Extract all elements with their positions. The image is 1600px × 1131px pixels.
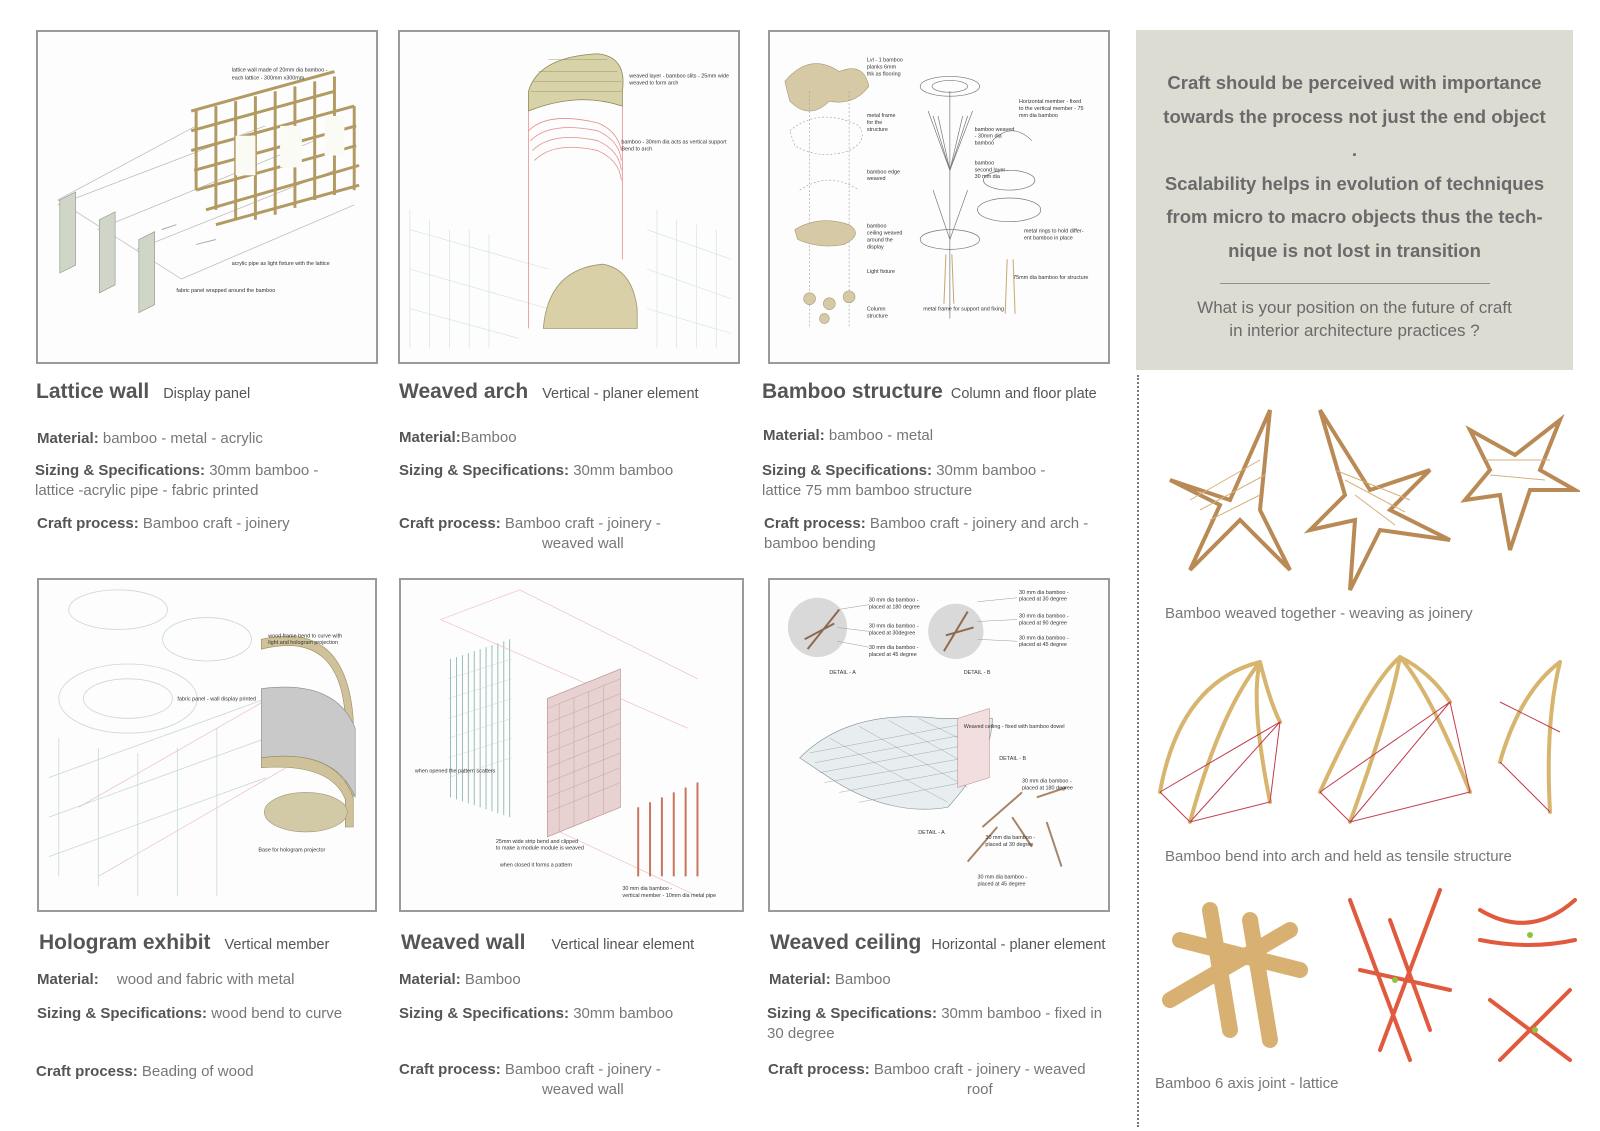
weaved-wall-drawing <box>399 578 744 912</box>
sizing-value: 30mm bamboo <box>573 462 674 479</box>
annotation: 30 mm dia bamboo - <box>977 874 1028 881</box>
bamboo-arch-models <box>1150 642 1580 832</box>
hologram-exhibit-drawing <box>37 578 377 912</box>
material-label: Material: <box>399 429 461 446</box>
material-value: wood and fabric with metal <box>116 971 295 988</box>
annotation: placed at 45 degree <box>1019 642 1067 649</box>
annotation: DETAIL - A <box>918 829 945 836</box>
hologram-exhibit-subtitle: Vertical member <box>224 937 330 953</box>
material-label: Material: <box>763 427 825 444</box>
weaved-ceiling-drawing <box>768 578 1110 912</box>
annotation: DETAIL - B <box>999 755 1027 762</box>
sizing-label: Sizing & Specifications: <box>35 462 206 479</box>
weaved-wall-subtitle: Vertical linear element <box>551 937 695 953</box>
sizing-line <box>35 461 355 501</box>
sizing-line <box>399 1004 673 1024</box>
card-title <box>399 380 699 404</box>
material-label: Material: <box>769 971 831 988</box>
craft-label: Craft process: <box>399 515 501 532</box>
annotation: placed at 90 degree <box>1019 620 1067 627</box>
card-title <box>770 931 1105 955</box>
bamboo-joint-models <box>1150 880 1580 1070</box>
annotation: bamboo - 30mm dia acts as vertical support <box>621 139 727 146</box>
annotation: around the <box>866 237 893 244</box>
sizing-label: Sizing & Specifications: <box>37 1005 208 1022</box>
sizing-line <box>767 1004 1137 1044</box>
craft-value: Bamboo craft - joinery and arch - bamboo bending <box>764 515 1089 552</box>
annotation: when closed it forms a pattern <box>499 862 573 869</box>
annotation: when opened the pattern scatters <box>414 768 496 775</box>
annotation: 25mm wide strip bend and clipped <box>495 838 579 845</box>
annotation: for the <box>866 119 883 126</box>
sizing-value: 30mm bamboo - lattice 75 mm bamboo structure <box>762 462 1046 499</box>
lattice-wall-drawing <box>36 30 378 364</box>
sizing-value: 30mm bamboo - lattice -acrylic pipe - fabric printed <box>35 462 319 499</box>
sizing-label: Sizing & Specifications: <box>762 462 933 479</box>
annotation: 30 mm dia bamboo - <box>868 597 919 604</box>
annotation: wood frame bend to curve with <box>268 633 343 640</box>
craft-line <box>399 514 661 554</box>
bamboo-structure-drawing <box>768 30 1110 364</box>
annotation: 30 mm dia bamboo - <box>985 834 1036 841</box>
annotation: Weaved ceiling - fixed with bamboo dowel <box>963 724 1065 731</box>
material-value: Bamboo <box>464 971 521 988</box>
annotation: to the vertical member - 75 <box>1019 106 1084 113</box>
annotation: bamboo edge <box>866 169 901 176</box>
material-label: Material: <box>37 971 99 988</box>
annotation: 30 mm dia bamboo - <box>622 886 673 893</box>
annotation: thk as flooring <box>866 71 901 78</box>
craft-value: Bamboo craft - joinery <box>142 515 290 532</box>
bamboo-structure-subtitle: Column and floor plate <box>950 386 1097 402</box>
craft-value: Bamboo craft - joinery - weaved wall <box>504 1061 661 1098</box>
photo-caption: Bamboo 6 axis joint - lattice <box>1155 1075 1339 1092</box>
bamboo-weave-photo <box>1150 400 1580 595</box>
hologram-exhibit-axonometric <box>39 580 375 910</box>
annotation: ent bamboo in place <box>1023 235 1073 242</box>
weaved-arch-title: Weaved arch <box>399 380 529 403</box>
annotation: weaved <box>866 176 886 183</box>
weaved-ceiling-subtitle: Horizontal - planer element <box>931 937 1106 953</box>
bamboo-joint-photo <box>1150 880 1580 1070</box>
sizing-line <box>399 461 673 481</box>
photo-caption: Bamboo weaved together - weaving as joinery <box>1165 605 1473 622</box>
card-title <box>39 931 329 955</box>
annotation: DETAIL - A <box>829 669 856 676</box>
annotation: to make a module module is weaved <box>495 845 584 852</box>
sizing-line <box>762 461 1102 501</box>
sizing-label: Sizing & Specifications: <box>399 462 570 479</box>
card-title <box>762 380 1097 404</box>
annotation: each lattice - 300mm x300mm <box>231 75 305 82</box>
annotation: placed at 45 degree <box>977 881 1026 888</box>
sizing-value: 30mm bamboo - fixed in 30 degree <box>767 1005 1103 1042</box>
craft-line <box>37 514 290 534</box>
material-value: bamboo - metal <box>828 427 934 444</box>
annotation: metal frame for support and fixing <box>923 306 1004 313</box>
material-line <box>769 970 891 990</box>
sizing-label: Sizing & Specifications: <box>399 1005 570 1022</box>
annotation: bamboo <box>866 223 887 230</box>
craft-line <box>764 514 1104 554</box>
annotation: 30 mm dia <box>974 174 1000 181</box>
card-title <box>401 931 694 955</box>
annotation: 30 mm dia bamboo - <box>868 623 919 630</box>
weaved-wall-axonometric <box>401 580 742 910</box>
statement-line: Scalability helps in evolution of techniques <box>1164 172 1545 194</box>
craft-value: Beading of wood <box>141 1063 254 1080</box>
material-line <box>37 970 294 990</box>
craft-label: Craft process: <box>37 515 139 532</box>
statement-line: Craft should be perceived with importance <box>1167 72 1542 93</box>
craft-label: Craft process: <box>768 1061 870 1078</box>
photo-caption: Bamboo bend into arch and held as tensile structure <box>1165 848 1512 865</box>
bamboo-structure-title: Bamboo structure <box>762 380 943 403</box>
annotation: fabric panel - wall display printed <box>177 696 257 703</box>
material-value: Bamboo <box>834 971 891 988</box>
annotation: 30 mm dia bamboo - <box>1021 778 1072 785</box>
hologram-exhibit-title: Hologram exhibit <box>39 931 211 954</box>
lattice-wall-axonometric <box>38 32 376 362</box>
craft-value: Bamboo craft - joinery - weaved wall <box>504 515 661 552</box>
material-value: bamboo - metal - acrylic <box>102 430 263 447</box>
annotation: ceiling weaved <box>866 230 903 237</box>
annotation: acrylic pipe as light fixture with the lattice <box>231 261 330 268</box>
annotation: 30 mm dia bamboo - <box>1019 635 1069 642</box>
annotation: 75mm dia bamboo for structure <box>1013 275 1089 282</box>
statement-line: . <box>1351 139 1358 160</box>
sizing-value: wood bend to curve <box>211 1005 343 1022</box>
sizing-label: Sizing & Specifications: <box>767 1005 938 1022</box>
weaved-ceiling-axonometric <box>770 580 1108 910</box>
annotation: Lvl - 1 bamboo <box>866 57 903 64</box>
annotation: weaved layer - bamboo slits - 25mm wide <box>629 73 730 80</box>
annotation: placed at 30 degree <box>985 841 1034 848</box>
annotation: bamboo <box>974 140 995 147</box>
annotation: 30 mm dia bamboo - <box>1019 613 1069 620</box>
annotation: Base for hologram projector <box>258 847 326 854</box>
annotation: lattice wall made of 20mm dia bamboo - <box>231 67 328 74</box>
annotation: placed at 30 degree <box>1019 596 1067 603</box>
card-title <box>36 380 250 404</box>
annotation: placed at 45 degree <box>868 652 917 659</box>
annotation: structure <box>866 313 888 320</box>
annotation: Light fixture <box>866 269 895 276</box>
annotation: placed at 30degree <box>868 630 916 637</box>
annotation: 30 mm dia bamboo - <box>868 645 919 652</box>
annotation: weaved to form arch <box>629 80 679 87</box>
annotation: vertical member - 10mm dia metal pipe <box>622 893 717 900</box>
annotation: planks 6mm <box>866 64 897 71</box>
annotation: - 30mm dia <box>974 133 1002 140</box>
craft-line <box>399 1060 661 1100</box>
material-line <box>399 428 517 448</box>
sizing-value: 30mm bamboo <box>573 1005 674 1022</box>
annotation: DETAIL - B <box>963 669 991 676</box>
craft-label: Craft process: <box>399 1061 501 1078</box>
craft-line <box>36 1062 254 1082</box>
statement-line: from micro to macro objects thus the tech- <box>1166 206 1543 227</box>
statement-line: towards the process not just the end object <box>1163 105 1546 127</box>
annotation: 30 mm dia bamboo - <box>1019 589 1069 596</box>
bamboo-structure-exploded <box>770 32 1108 362</box>
annotation: metal frame <box>866 112 896 119</box>
bamboo-arch-photo <box>1150 642 1580 832</box>
weaved-ceiling-title: Weaved ceiling <box>770 931 922 954</box>
material-label: Material: <box>37 430 99 447</box>
craft-label: Craft process: <box>764 515 866 532</box>
material-value: Bamboo <box>460 429 517 446</box>
weaved-wall-title: Weaved wall <box>401 931 526 954</box>
statement-panel <box>1136 30 1573 370</box>
lattice-wall-subtitle: Display panel <box>163 386 251 402</box>
material-label: Material: <box>399 971 461 988</box>
dotted-divider <box>1137 375 1139 1127</box>
statement-text <box>1150 66 1559 267</box>
annotation: bamboo weaved <box>974 126 1015 133</box>
annotation: second layer - <box>974 167 1009 174</box>
material-line <box>399 970 521 990</box>
annotation: placed at 180 degree <box>1021 785 1073 792</box>
weaved-arch-subtitle: Vertical - planer element <box>542 386 699 402</box>
annotation: mm dia bamboo <box>1019 112 1058 119</box>
annotation: Horizontal member - fixed <box>1019 99 1082 106</box>
statement-question: What is your position on the future of craft in interior architecture practices ? <box>1197 298 1512 340</box>
material-line <box>763 426 933 446</box>
statement-line: nique is not lost in transition <box>1228 239 1481 261</box>
lattice-wall-title: Lattice wall <box>36 380 150 403</box>
annotation: bamboo <box>974 160 995 167</box>
annotation: metal rings to hold differ- <box>1023 228 1084 235</box>
material-line <box>37 429 263 449</box>
annotation: fabric panel wrapped around the bamboo <box>176 287 276 294</box>
annotation: placed at 180 degree <box>868 604 920 611</box>
annotation: Bend to arch <box>621 146 653 153</box>
bamboo-weave-models <box>1150 400 1580 595</box>
craft-line <box>768 1060 1086 1100</box>
craft-label: Craft process: <box>36 1063 138 1080</box>
annotation: display <box>866 244 884 251</box>
sizing-line <box>37 1004 342 1024</box>
craft-value: Bamboo craft - joinery - weaved roof <box>873 1061 1086 1098</box>
annotation: Column <box>866 306 886 313</box>
statement-divider <box>1220 283 1490 284</box>
annotation: structure <box>866 126 888 133</box>
weaved-arch-drawing <box>398 30 740 364</box>
annotation: light and hologram projection <box>268 640 338 647</box>
weaved-arch-axonometric <box>400 32 738 362</box>
